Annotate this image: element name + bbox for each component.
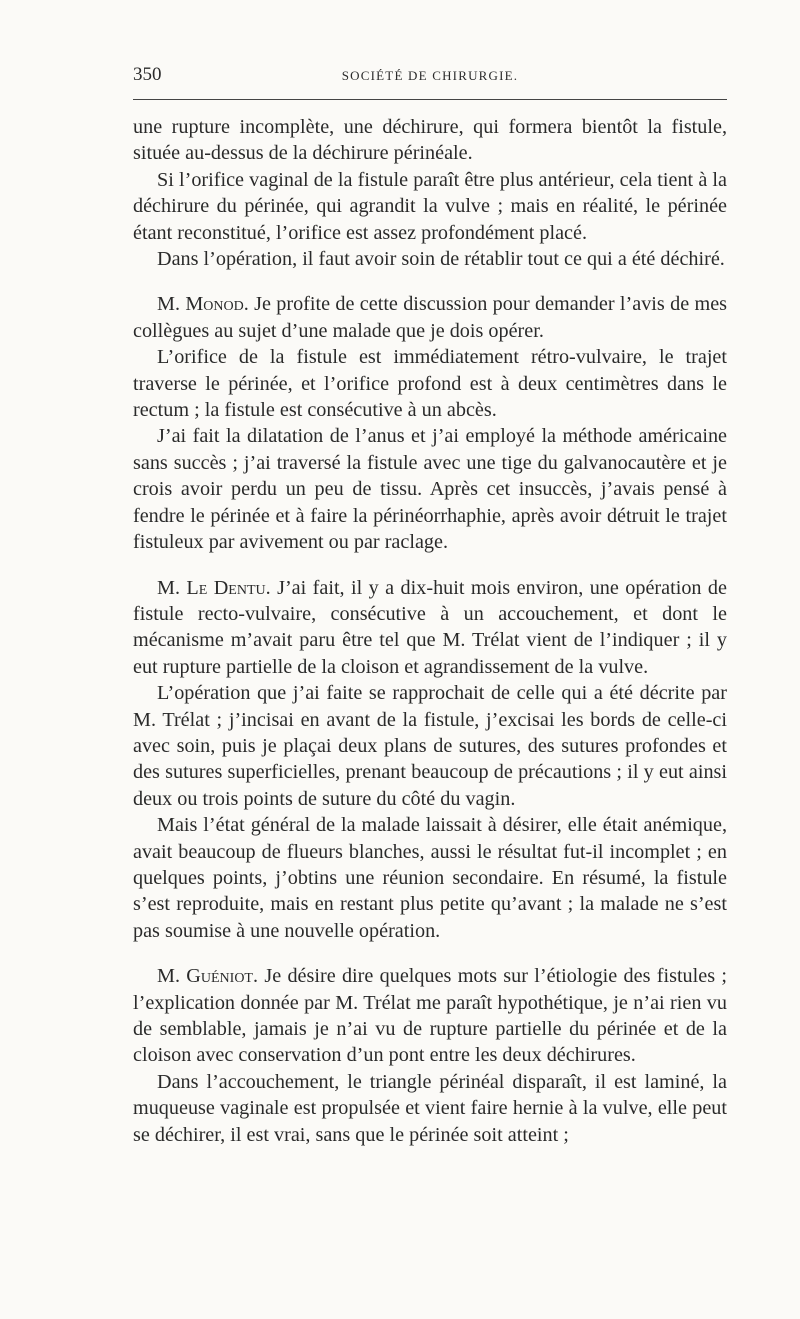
speaker-name: M. Monod. bbox=[157, 293, 249, 316]
paragraph: Mais l’état général de la malade laissait à désirer, elle était anémique, avait beaucoup de flueurs blanches, aussi le résultat fut-il incomplet ; en quelques points, j’obtins une réunion secondaire. En résumé, la fistule s’est reproduite, mais en restant plus petite qu’avant ; la malade ne s’est pas soumise à une nouvelle opération. bbox=[133, 814, 727, 942]
paragraph: J’ai fait la dilatation de l’anus et j’ai employé la méthode américaine sans succès ; j’ai traversé la fistule avec une tige du galvanocautère et je crois avoir perdu un peu de tissu. Après cet insuccès, j’avais pensé à fendre le périnée et à faire la périnéorrhaphie, après avoir détruit le trajet fistuleux par avivement ou par raclage. bbox=[133, 425, 727, 554]
speaker-name: M. Guéniot. bbox=[157, 965, 259, 988]
speaker-name: M. Le Dentu. bbox=[157, 576, 271, 599]
body-text bbox=[133, 114, 727, 1148]
speech-text: Je profite de cette discussion pour demander l’avis de mes collègues au sujet d’une malade que je dois opérer. bbox=[133, 293, 728, 342]
speech-le-dentu bbox=[133, 575, 727, 681]
speech-text: Je désire dire quelques mots sur l’étiologie des fistules ; l’explication donnée par M. Trélat me paraît hypothétique, je n’ai rien vu de semblable, jamais je n’ai vu de rupture partielle du périnée et de la cloison avec conservation d’un pont entre les deux déchirures. bbox=[133, 965, 727, 1067]
paragraph: L’opération que j’ai faite se rapprochait de celle qui a été décrite par M. Trélat ; j’incisai en avant de la fistule, j’excisai les bords de celle-ci avec soin, puis je plaçai deux plans de sutures, des sutures profondes et des sutures superficielles, prenant beaucoup de précautions ; il y eut ainsi deux ou trois points de suture du côté du vagin. bbox=[133, 682, 727, 810]
header-rule bbox=[133, 99, 727, 100]
paragraph: une rupture incomplète, une déchirure, qui formera bientôt la fistule, située au-dessus de la déchirure périnéale. bbox=[133, 116, 727, 165]
speech-gueniot bbox=[133, 963, 727, 1069]
page-header bbox=[133, 64, 727, 86]
paragraph: Dans l’accouchement, le triangle périnéal disparaît, il est laminé, la muqueuse vaginale est propulsée et vient faire hernie à la vulve, elle peut se déchirer, il est vrai, sans que le périnée soit atteint ; bbox=[133, 1070, 727, 1146]
running-head: SOCIÉTÉ DE CHIRURGIE. bbox=[341, 68, 519, 83]
page-number: 350 bbox=[133, 64, 162, 85]
speech-text: J’ai fait, il y a dix-huit mois environ, une opération de fistule recto-vulvaire, consécutive à un accouchement, et dont le mécanisme m’avait paru être tel que M. Trélat vient de l’indiquer ; il y eut rupture partielle de la cloison et agrandissement de la vulve. bbox=[133, 576, 727, 678]
paragraph: Dans l’opération, il faut avoir soin de rétablir tout ce qui a été déchiré. bbox=[157, 248, 725, 271]
paragraph: L’orifice de la fistule est immédiatement rétro-vulvaire, le trajet traverse le périnée, et l’orifice profond est à deux centimètres dans le rectum ; la fistule est consécutive à un abcès. bbox=[133, 346, 727, 422]
speech-monod bbox=[133, 291, 727, 344]
paragraph: Si l’orifice vaginal de la fistule paraît être plus antérieur, cela tient à la déchirure du périnée, qui agrandit la vulve ; mais en réalité, le périnée étant reconstitué, l’orifice est assez profondément placé. bbox=[133, 168, 727, 244]
